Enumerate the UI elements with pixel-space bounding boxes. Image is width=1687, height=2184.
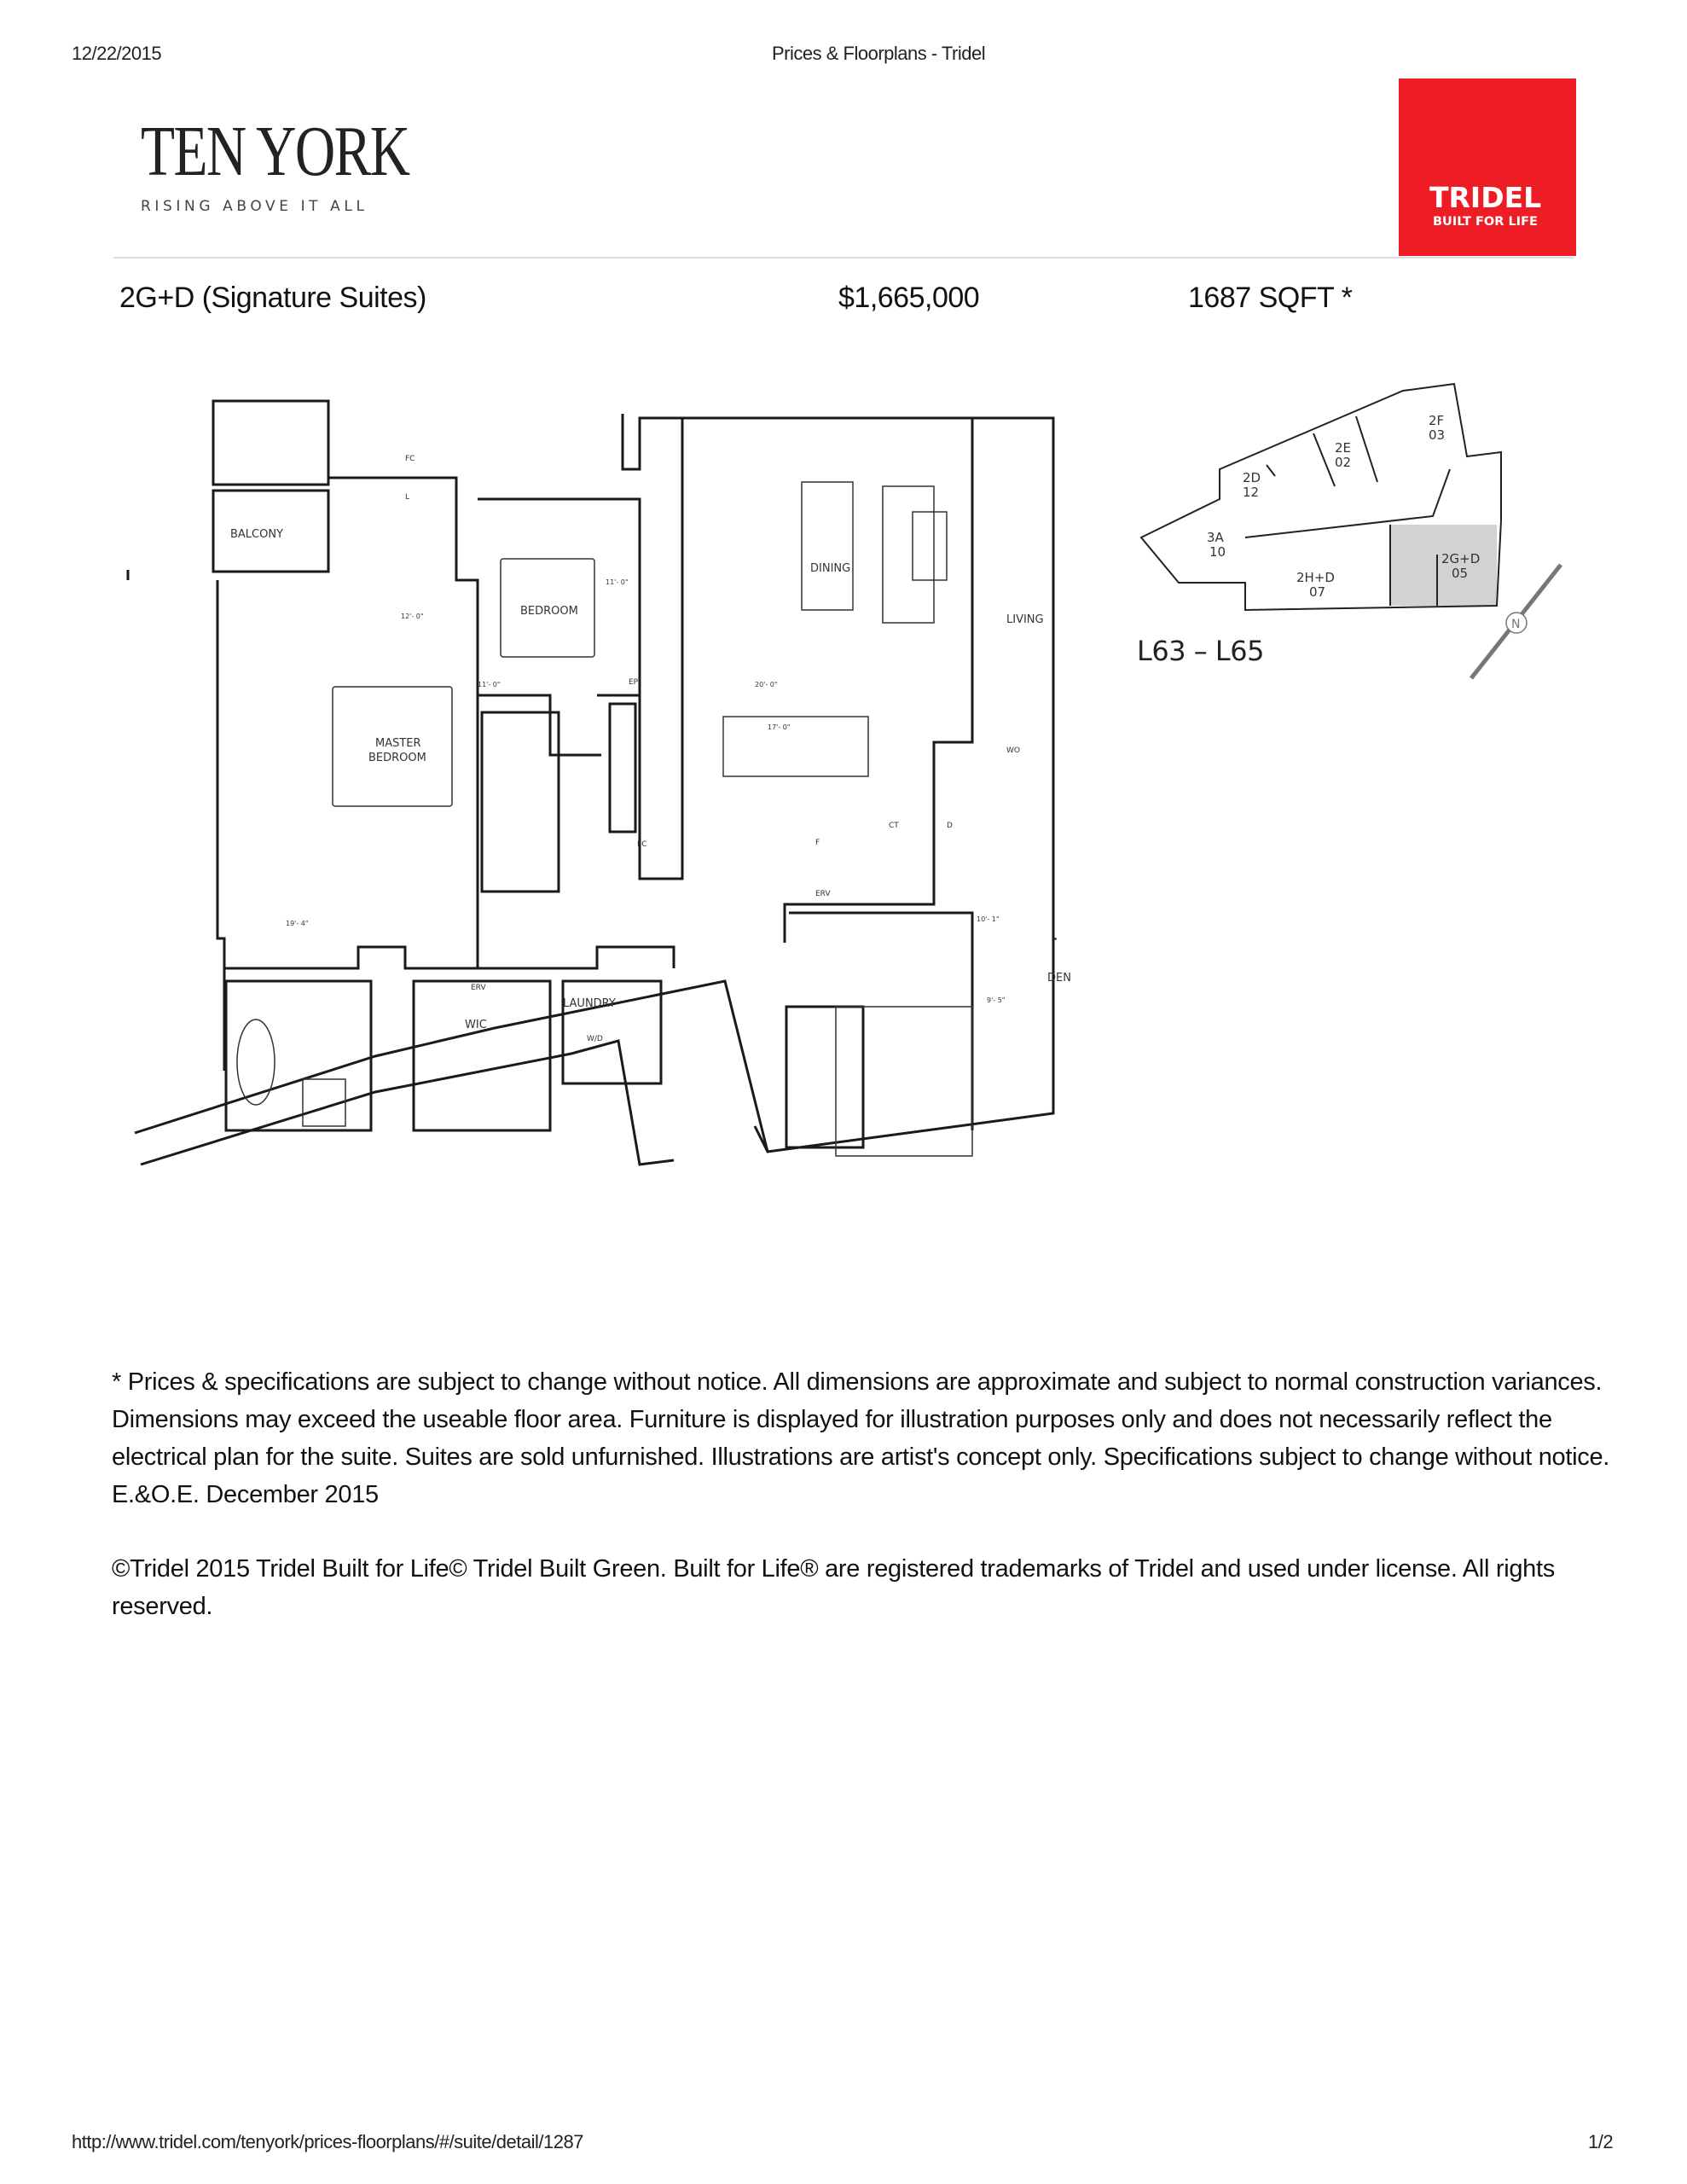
keyplan-unit-number: 02 [1335,455,1352,470]
dining-table [802,482,853,610]
south-facade [141,1041,674,1165]
kitchen-island [723,717,868,776]
south-facade [135,981,768,1152]
label-master-bedroom-2: BEDROOM [368,752,426,764]
suite-size: 1687 SQFT * [1188,282,1353,314]
dim-bedroom-length: 11'- 0" [478,681,501,688]
dim-master-length: 19'- 4" [286,920,309,927]
keyplan-unit-type: 2F [1429,413,1445,428]
keyplan-unit-number: 07 [1309,584,1326,600]
master-wall [328,478,478,968]
tridel-wordmark: TRIDEL [1429,181,1542,214]
keyplan-level: L63 – L65 [1137,635,1264,667]
keyplan-unit-type: 2H+D [1296,570,1335,585]
label-cooktop: CT [889,822,899,830]
hall-wall [640,418,682,879]
keyplan-unit-number: 12 [1243,485,1260,500]
dim-bedroom-width: 11'- 0" [606,578,629,586]
dim-den-width: 10'- 1" [977,915,1000,923]
keyplan-unit-type: 3A [1207,530,1224,545]
exterior-wall [623,414,1053,1152]
bedroom-wall [478,695,601,755]
svg-text:N: N [1511,618,1521,631]
label-fc-1: FC [405,455,415,463]
label-fc-2: FC [637,840,647,849]
bedroom-wall [478,499,640,695]
closet [610,704,635,832]
print-page-number: 1/2 [1588,2131,1614,2152]
suite-floorplan [119,401,1071,1203]
dim-den-length: 9'- 5" [987,996,1006,1004]
balcony-outline [213,401,328,485]
south-wall [224,947,674,968]
dim-living-width: 20'- 0" [755,681,778,688]
dim-master-width: 12'- 0" [401,613,424,620]
master-ensuite [226,981,371,1130]
dim-living-length: 17'- 0" [768,723,791,731]
print-url: http://www.tridel.com/tenyork/prices-floorplans/#/suite/detail/1287 [72,2131,583,2152]
print-page-title: Prices & Floorplans - Tridel [772,43,986,64]
tridel-logo [1399,78,1576,256]
ensuite-bath [482,712,559,892]
label-living: LIVING [1006,613,1044,626]
keyplan-unit-number: 05 [1452,566,1469,581]
specifications-disclaimer: * Prices & specifications are subject to change without notice. All dimensions are approximate and subject to normal construction variances. Dimensions may exceed the useable floor area. Furniture is displayed for illustration purposes only and does not necessarily reflect the electrical plan for the suite. Suites are sold unfurnished. Illustrations are artist's concept only. Specifications subject to change without notice. E.&O.E. December 2015 [112,1368,1610,1508]
label-fridge: F [815,839,820,847]
keyplan-unit-type: 2E [1335,440,1352,456]
west-wall [217,580,224,1071]
bathtub [237,1019,275,1105]
suite-name: 2G+D (Signature Suites) [119,282,426,314]
keyplan-unit-type: 2D [1243,470,1261,485]
label-den: DEN [1047,972,1071,985]
keyplan-unit-number: 03 [1429,427,1446,443]
label-laundry: LAUNDRY [563,997,616,1010]
label-erv-2: ERV [471,984,486,992]
wic-room [414,981,550,1130]
kitchen-wall [785,418,972,943]
sofa [883,486,934,623]
den-wall [789,913,972,1130]
suite-price: $1,665,000 [838,282,980,314]
tridel-tagline: BUILT FOR LIFE [1433,215,1538,229]
label-erv-1: ERV [815,890,831,898]
label-dishwasher: D [947,822,953,830]
label-dining: DINING [810,562,851,575]
header-divider [113,257,1574,258]
coffee-table [1055,938,1056,939]
label-wo: WO [1006,746,1020,755]
label-linen: L [405,493,410,502]
ten-york-logo [141,112,409,220]
den-bath [786,1007,863,1147]
label-balcony: BALCONY [230,528,284,541]
exterior-wall [128,491,213,580]
label-wic: WIC [465,1019,487,1031]
print-date: 12/22/2015 [72,43,162,64]
coffee-table [913,512,947,580]
keyplan-unit-number: 10 [1209,544,1226,560]
copyright-notice: ©Tridel 2015 Tridel Built for Life© Tridel Built Green. Built for Life® are registered trademarks of Tridel and used under license. All rights reserved. [112,1555,1555,1620]
label-master-bedroom-1: MASTER [375,737,421,750]
ten-york-tagline: RISING ABOVE IT ALL [141,198,368,215]
label-washer-dryer: W/D [587,1035,603,1043]
keyplan-unit-type: 2G+D [1441,551,1481,566]
label-bedroom: BEDROOM [520,605,578,618]
label-ep: EP [629,678,639,687]
ten-york-wordmark: TEN YORK [141,112,409,191]
